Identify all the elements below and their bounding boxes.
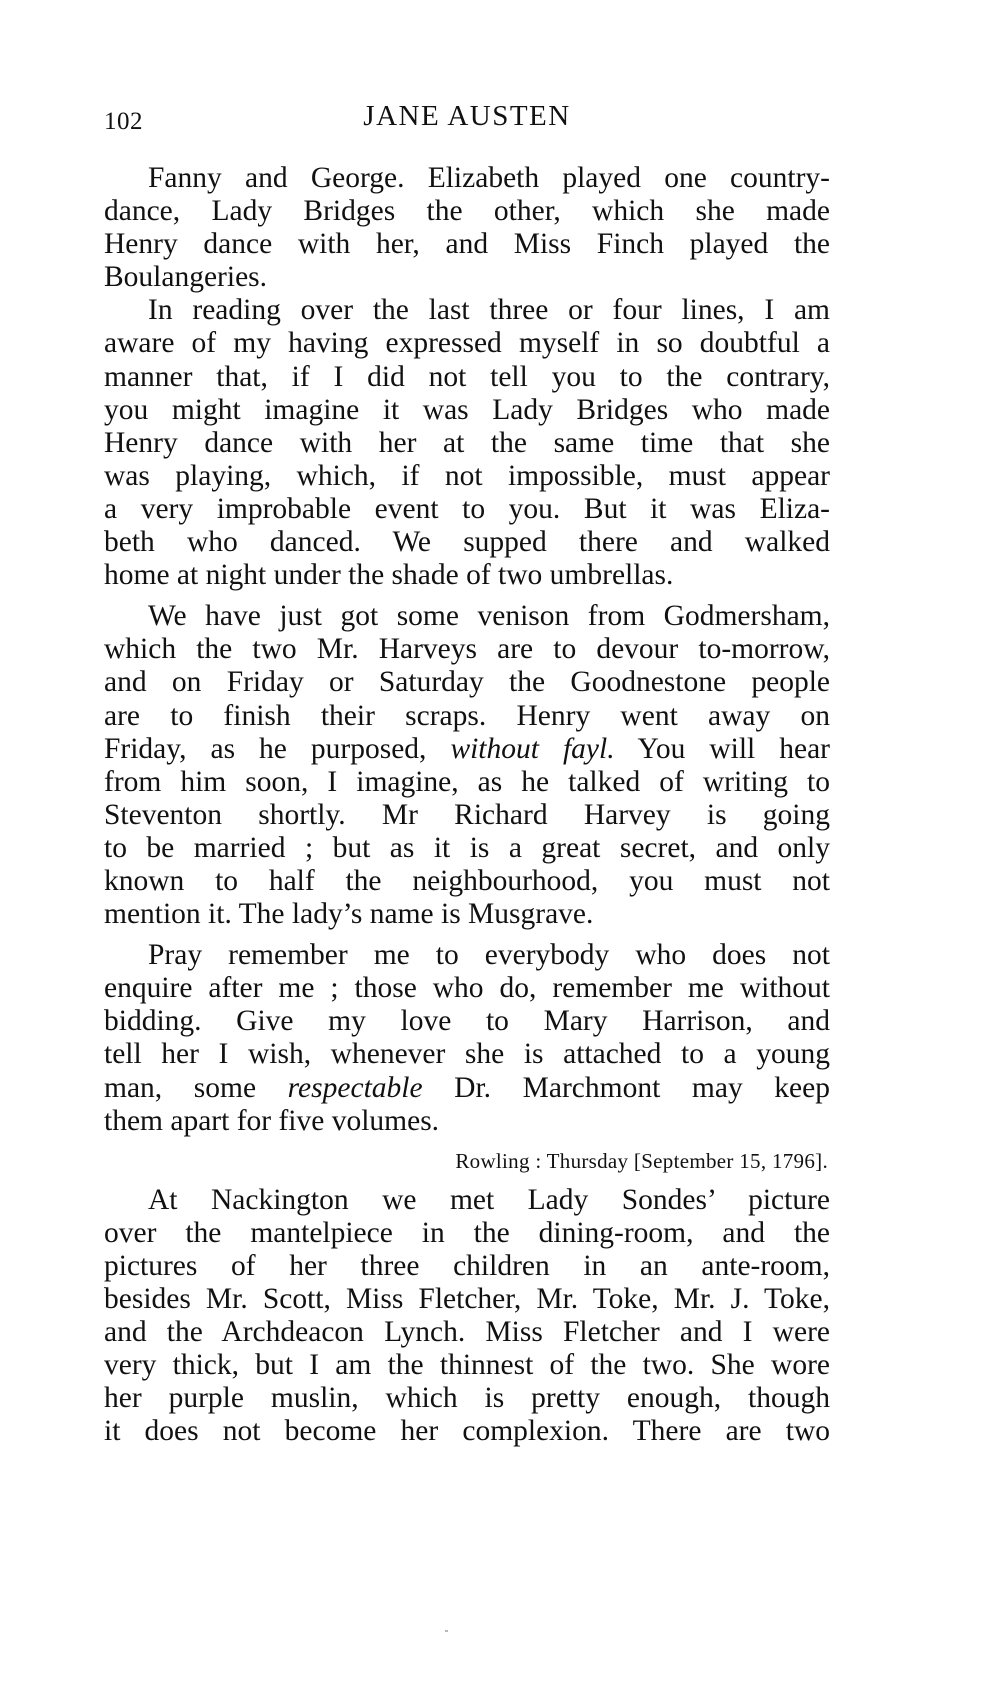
text-line: besides Mr. Scott, Miss Fletcher, Mr. Toke, Mr. J. Toke, — [104, 1283, 830, 1315]
text-run: Dr. Marchmont may keep — [422, 1071, 830, 1104]
paragraph — [104, 1184, 830, 1449]
page-speck — [445, 1630, 448, 1632]
text-line: We have just got some venison from Godmersham, — [148, 600, 830, 633]
text-line: aware of my having expressed myself in so doubtful a — [104, 327, 830, 360]
text-line: Fanny and George. Elizabeth played one country- — [148, 162, 830, 194]
text-line: known to half the neighbourhood, you must not — [104, 864, 830, 897]
body-text — [104, 162, 830, 1448]
text-line: At Nackington we met Lady Sondes’ picture — [148, 1183, 830, 1216]
text-line: are to finish their scraps. Henry went away on — [104, 699, 830, 732]
letter-dateline: Rowling : Thursday [September 15, 1796]. — [455, 1148, 828, 1173]
paragraph-gap — [104, 592, 830, 600]
page-number: 102 — [104, 108, 143, 135]
text-line: Boulangeries. — [104, 261, 268, 294]
text-line: pictures of her three children in an ante-room, — [104, 1249, 830, 1282]
text-line: and on Friday or Saturday the Goodnestone people — [104, 666, 830, 699]
text-line: home at night under the shade of two umbrellas. — [104, 559, 674, 592]
paragraph — [104, 600, 830, 931]
text-line: tell her I wish, whenever she is attached to a young — [104, 1038, 830, 1071]
text-line: very thick, but I am the thinnest of the two. She wore — [104, 1349, 830, 1382]
text-run: man, some — [104, 1071, 288, 1104]
italic-text: respectable — [287, 1071, 423, 1104]
paragraph — [104, 939, 830, 1138]
text-line — [104, 733, 830, 766]
running-title: JANE AUSTEN — [363, 100, 571, 132]
text-line: Steventon shortly. Mr Richard Harvey is going — [104, 798, 830, 831]
text-line: was playing, which, if not impossible, must appear — [104, 459, 830, 492]
text-line: Henry dance with her at the same time that she — [104, 426, 830, 459]
text-line: dance, Lady Bridges the other, which she made — [104, 195, 830, 228]
text-line: them apart for five volumes. — [104, 1104, 440, 1137]
text-line: Henry dance with her, and Miss Finch played the — [104, 228, 830, 261]
text-line: enquire after me ; those who do, remember me without — [104, 972, 830, 1005]
text-line: manner that, if I did not tell you to the contrary, — [104, 360, 830, 393]
text-line — [104, 1072, 830, 1105]
text-line: which the two Mr. Harveys are to devour to-morrow, — [104, 633, 830, 666]
text-line: mention it. The lady’s name is Musgrave. — [104, 898, 594, 931]
text-line: Pray remember me to everybody who does not — [148, 939, 830, 972]
text-line: a very improbable event to you. But it was Eliza- — [104, 492, 830, 525]
text-line: In reading over the last three or four lines, I am — [148, 294, 830, 327]
text-line: bidding. Give my love to Mary Harrison, and — [104, 1005, 830, 1038]
paragraph — [104, 162, 830, 294]
text-line: her purple muslin, which is pretty enough, though — [104, 1382, 830, 1415]
text-line: to be married ; but as it is a great secret, and only — [104, 831, 830, 864]
text-line: and the Archdeacon Lynch. Miss Fletcher and I were — [104, 1316, 830, 1349]
text-line: over the mantelpiece in the dining-room, and the — [104, 1216, 830, 1249]
text-line: beth who danced. We supped there and walked — [104, 526, 830, 559]
paragraph-gap — [104, 931, 830, 939]
text-line: you might imagine it was Lady Bridges who made — [104, 393, 830, 426]
text-line: from him soon, I imagine, as he talked of writing to — [104, 765, 830, 798]
text-run: You will hear — [614, 732, 830, 765]
italic-text: without fayl. — [450, 732, 615, 765]
text-run: Friday, as he purposed, — [104, 732, 451, 765]
running-head — [104, 100, 830, 140]
paragraph — [104, 294, 830, 592]
text-line: it does not become her complexion. There are two — [104, 1415, 830, 1448]
